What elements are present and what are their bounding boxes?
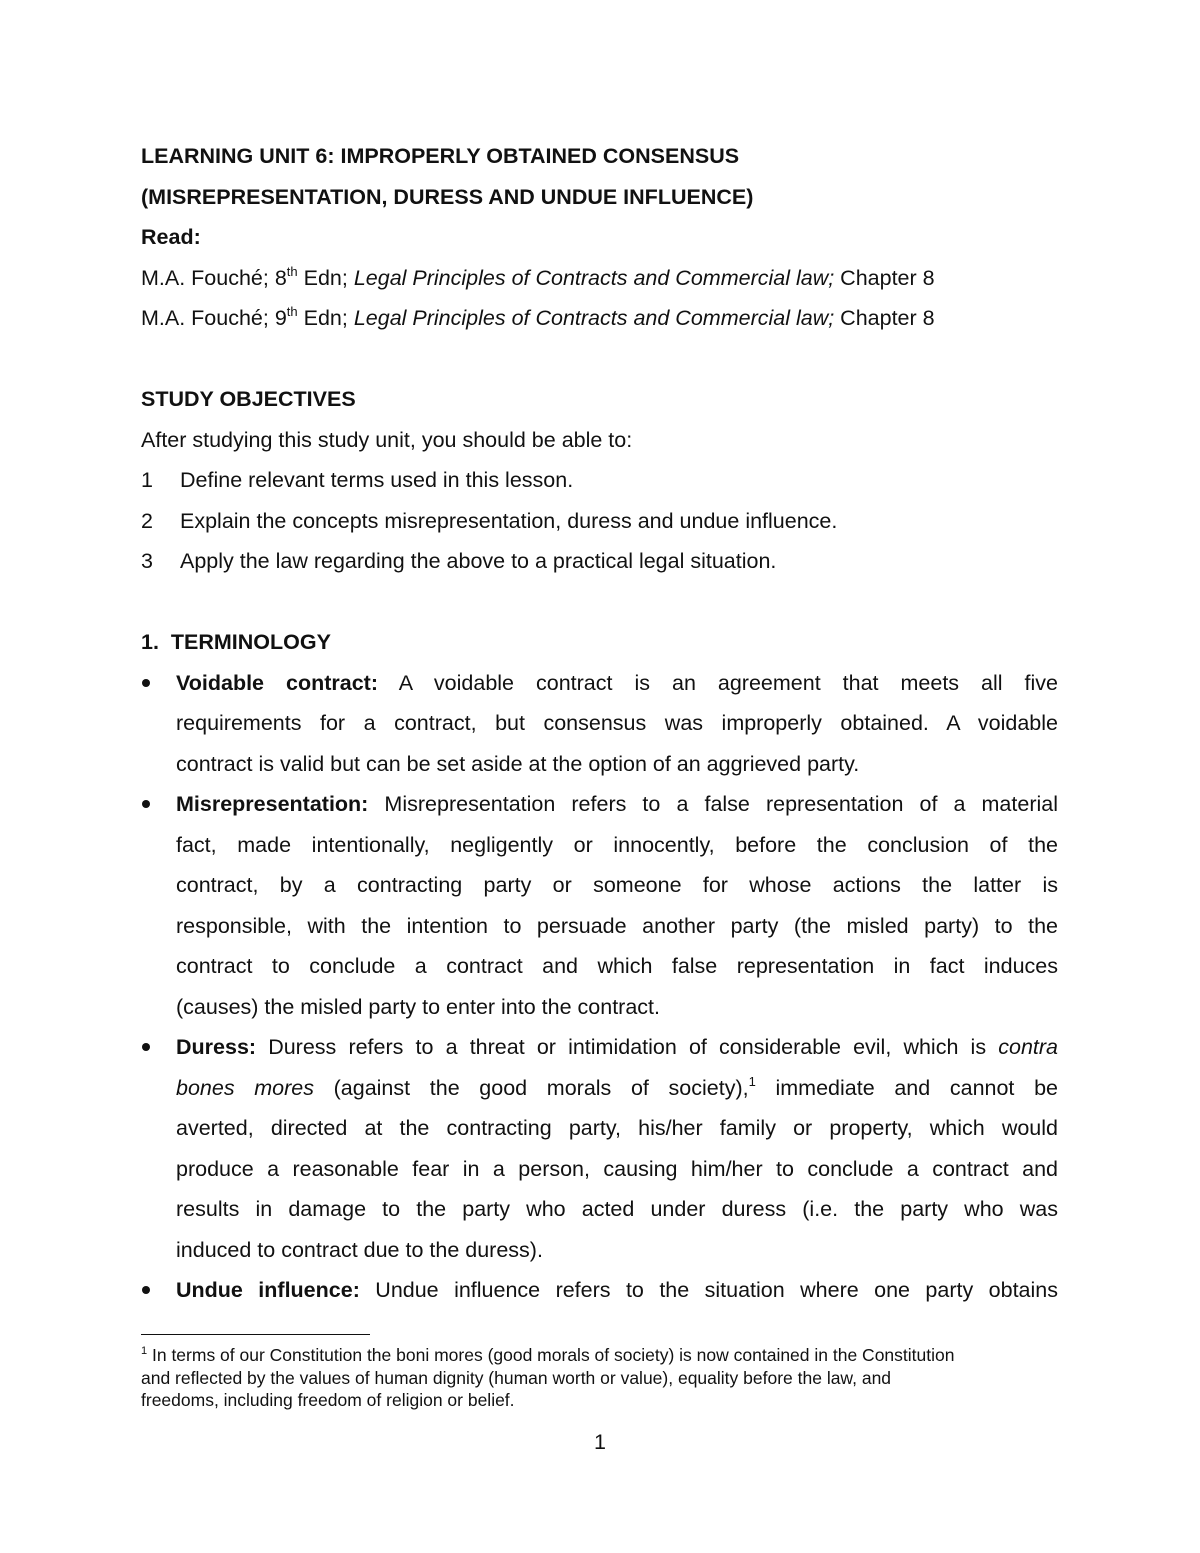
term-misrepresentation: Misrepresentation: Misrepresentation refers to a false representation of a material fact, made intentionally, negligently or innocently, before the conclusion of the contract, by a contracting party or someone for whose actions the latter is responsible, with the intention to persuade another party (the misled party) to the contract to conclude a contract and which false representation in fact induces (causes) the misled party to enter into the contract. (141, 784, 1058, 1027)
footnote-separator (141, 1334, 370, 1335)
objective-item: 1 Define relevant terms used in this lesson. (141, 468, 574, 492)
term-duress: Duress: Duress refers to a threat or intimidation of considerable evil, which is contra bones mores (against the good morals of society),$^1$ immediate and cannot be averted, directed at the contracting party, his/her family or property, which would produce a reasonable fear in a person, causing him/her to conclude a contract and results in damage to the party who acted under duress (i.e. the party who was induced to contract due to the duress). (141, 1027, 1058, 1270)
unit-title: LEARNING UNIT 6: IMPROPERLY OBTAINED CONSENSUS (141, 144, 740, 168)
objective-item: 2 Explain the concepts misrepresentation, duress and undue influence. (141, 508, 838, 533)
terminology-heading: 1. TERMINOLOGY (141, 630, 331, 654)
term-label: Voidable contract: (176, 670, 378, 695)
reference-1: M.A. Fouché; 8th Edn; Legal Principles of Contracts and Commercial law; Chapter 8 (141, 263, 935, 290)
book-title: Legal Principles of Contracts and Commercial law; (353, 306, 835, 330)
term-undue-influence: Undue influence: Undue influence refers to the situation where one party obtains (141, 1270, 1058, 1311)
footnote-number: 1 (141, 1345, 148, 1357)
footnote-reference[interactable]: 1 (748, 1073, 756, 1089)
book-title: Legal Principles of Contracts and Commercial law; (353, 265, 835, 290)
term-label: Undue influence: (176, 1278, 360, 1302)
footnote: $^1$ In terms of our Constitution the boni mores (good morals of society) is now contained in the Constitution and reflected by the values of human dignity (human worth or value), equality before the law, and freedoms, including freedom of religion or belief. (141, 1345, 955, 1410)
bullet-icon (141, 784, 176, 1027)
spacer (141, 339, 1058, 380)
bullet-icon (141, 1270, 176, 1311)
unit-subtitle: (MISREPRESENTATION, DURESS AND UNDUE INFLUENCE) (141, 184, 754, 209)
page-number: 1 (594, 1430, 606, 1454)
objectives-heading: STUDY OBJECTIVES (141, 387, 356, 411)
read-label: Read: (141, 225, 201, 249)
bullet-icon (141, 663, 176, 785)
term-label: Misrepresentation: (176, 792, 369, 816)
term-voidable-contract: Voidable contract: A voidable contract is an agreement that meets all five requirements for a contract, but consensus was improperly obtained. A voidable contract is valid but can be set aside at the option of an aggrieved party. (141, 663, 1058, 785)
page-content (141, 136, 1058, 1311)
reference-2: M.A. Fouché; 9th Edn; Legal Principles of Contracts and Commercial law; Chapter 8 (141, 304, 935, 330)
term-label: Duress: (176, 1035, 257, 1059)
bullet-icon (141, 1027, 176, 1270)
objective-item: 3 Apply the law regarding the above to a practical legal situation. (141, 549, 777, 573)
spacer (141, 582, 1058, 623)
objectives-intro: After studying this study unit, you should be able to: (141, 427, 633, 452)
